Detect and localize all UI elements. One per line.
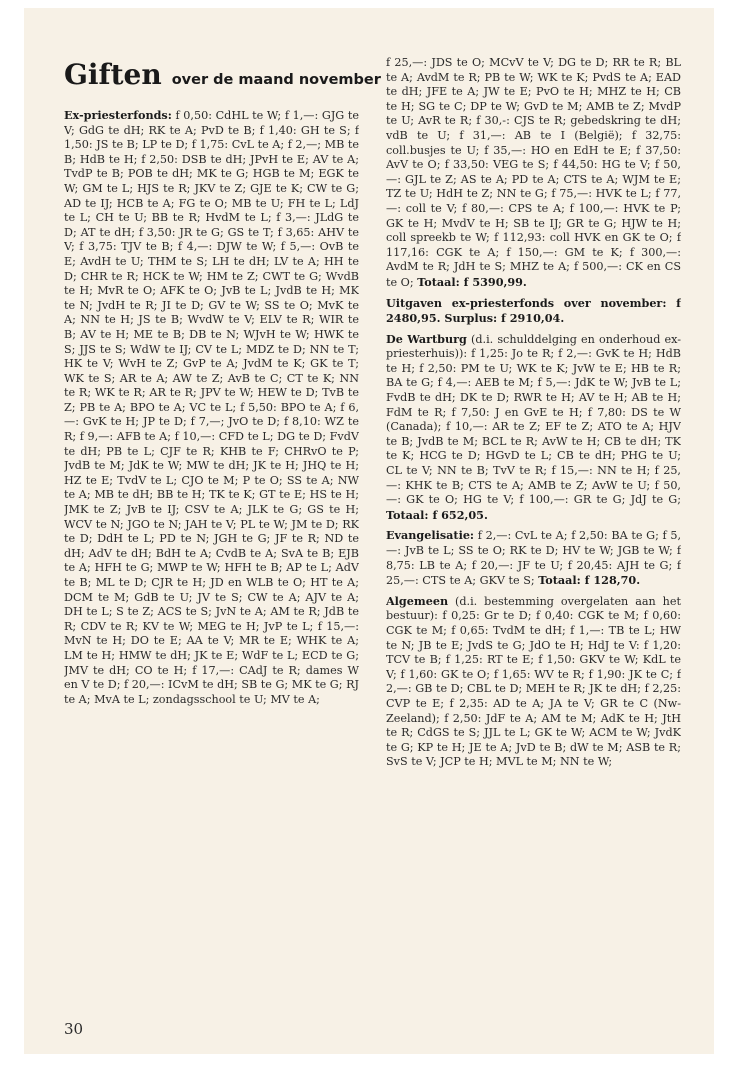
evangelisatie-section — [386, 528, 681, 588]
algemeen-donations: (d.i. bestemming overgelaten aan het bestuur): f 0,25: Gr te D; f 0,40: CGK te M; f 0,60: CGK te M; f 0,65: TvdM te dH; f 1,—: TB te L; HW te N; JB te E; JvdS te G; JdO te H; HdJ te V: f 1,20: TCV te B; f 1,25: RT te E; f 1,50: GKV te W; KdL te V; f 1,60: GK te O; f 1,65: WV te R; f 1,90: JK te C; f 2,—: GB te D; CBL te D; MEH te R; JK te dH; f 2,25: CVP te E; f 2,35: AD te A; JA te V; GR te C (Nw-Zeeland); f 2,50: JdF te A; AM te M; AdK te H; JtH te R; CdGS te S; JJL te L; GK te W; ACM te W; JvdK te G; KP te H; JE te A; JvD te B; dW te M; ASB te R; SvS te V; JCP te H; MVL te M; NN te W; — [386, 594, 681, 769]
uitgaven-section — [386, 296, 681, 327]
ex-priesterfonds-heading: Ex-priesterfonds: — [64, 108, 172, 122]
ex-priesterfonds-continued — [386, 56, 681, 291]
wartburg-section — [386, 332, 681, 524]
page-title — [64, 58, 381, 91]
page-number: 30 — [64, 1020, 84, 1038]
ex-priesterfonds-donations-cont: f 25,—: JDS te O; MCvV te V; DG te D; RR te R; BL te A; AvdM te R; PB te W; WK te K; PvdS te A; EAD te dH; JFE te A; JW te E; PvO te H; MHZ te H; CB te H; SG te C; DP te W; GvD te M; AMB te Z; MvdP te U; AvR te R; f 30,-: CJS te R; gebedskring te dH; vdB te U; f 31,—: AB te I (België); f 32,75: coll.busjes te U; f 35,—: HO en EdH te E; f 37,50: AvV te O; f 33,50: VEG te S; f 44,50: HG te V; f 50,—: GJL te Z; AS te A; PD te A; CTS te A; WJM te E; TZ te U; HdH te Z; NN te G; f 75,—: HVK te L; f 77,—: coll te V; f 80,—: CPS te A; f 100,—: HVK te P; GK te H; MvdV te H; SB te IJ; GR te G; HJW te H; coll spreekb te W; f 112,93: coll HVK en GK te O; f 117,16: CGK te A; f 150,—: GM te K; f 300,—: AvdM te R; JdH te S; MHZ te A; f 500,—: CK en CS te O; — [386, 56, 681, 289]
ex-priesterfonds-section — [64, 108, 359, 707]
evangelisatie-total: Totaal: f 128,70. — [538, 573, 641, 588]
wartburg-donations: (d.i. schulddelging en onderhoud ex-priesterhuis)): f 1,25: Jo te R; f 2,—: GvK te H; HdB te H; f 2,50: PM te U; WK te K; JvW te E; HB te R; BA te G; f 4,—: AEB te M; f 5,—: JdK te W; JvB te L; FvdB te dH; DK te D; RWR te H; AV te H; AB te H; FdM te R; f 7,50: J en GvE te H; f 7,80: DS te W (Canada); f 10,—: AR te Z; EF te Z; ATO te A; HJV te B; JvdB te M; BCL te R; AvW te H; CB te dH; TK te K; HCG te D; HGvD te L; CB te dH; PHG te U; CL te V; NN te B; TvV te R; f 15,—: NN te H; f 25,—: KHK te B; CTS te A; AMB te Z; AvW te U; f 50,—: GK te O; HG te V; f 100,—: GR te G; JdJ te G; — [386, 332, 681, 507]
algemeen-section — [386, 594, 681, 770]
title-subtitle: over de maand november — [171, 72, 381, 88]
evangelisatie-heading: Evangelisatie: — [386, 528, 475, 543]
ex-priesterfonds-donations: f 0,50: CdHL te W; f 1,—: GJG te V; GdG te dH; RK te A; PvD te B; f 1,40: GH te S; f 1,50: JS te B; LP te D; f 1,75: CvL te A; f 2,—; MB te B; HdB te H; f 2,50: DSB te dH; JPvH te E; AV te A; TvdP te B; POB te dH; MK te G; HGB te M; EGK te W; GM te L; HJS te R; JKV te Z; GJE te K; CW te G; AD te IJ; HCB te A; FG te O; MB te U; FH te L; LdJ te L; CH te U; BB te R; HvdM te L; f 3,—: JLdG te D; AT te dH; f 3,50: JR te G; GS te T; f 3,65: AHV te V; f 3,75: TJV te B; f 4,—: DJW te W; f 5,—: OvB te E; AvdH te U; THM te S; LH te dH; LV te A; HH te D; CHR te R; HCK te W; HM te Z; CWT te G; WvdB te H; MvR te O; AFK te O; JvB te L; JvdB te H; MK te N; JvdH te R; JI te D; GV te W; SS te O; MvK te A; NN te H; JS te B; WvdW te V; ELV te R; WIR te B; AV te H; ME te B; DB te N; WJvH te W; HWK te S; JJS te S; WdW te IJ; CV te L; MDZ te D; NN te T; HK te V; WvH te Z; GvP te A; JvdM te K; GK te T; WK te S; AR te A; AW te Z; AvB te C; CT te K; NN te R; WK te R; AR te R; JPV te W; HEW te D; TvB te Z; PB te A; BPO te A; VC te L; f 5,50: BPO te A; f 6,—: GvK te H; JP te D; f 7,—; JvO te D; f 8,10: WZ te R; f 9,—: AFB te A; f 10,—: CFD te L; DG te D; FvdV te dH; PB te L; CJF te R; KHB te F; CHRvO te P; JvdB te M; JdK te W; MW te dH; JK te H; JHQ te H; HZ te E; TvdV te L; CJO te M; P te O; SS te A; NW te A; MB te dH; BB te H; TK te K; GT te E; HS te H; JMK te Z; JvB te IJ; CSV te A; JLK te G; GS te H; WCV te N; JGO te N; JAH te V; PL te W; JM te D; RK te D; DdH te L; PD te N; JGH te G; JF te R; ND te dH; AdV te dH; BdH te A; CvdB te A; SvA te B; EJB te A; HFH te G; MWP te W; HFH te B; AP te L; AdV te B; ML te D; CJR te H; JD en WLB te O; HT te A; DCM te M; GdB te U; JV te S; CW te A; AJV te A; DH te L; S te Z; ACS te S; JvN te A; AM te R; JdB te R; CDV te R; KV te W; MEG te H; JvP te L; f 15,—: MvN te H; DO te E; AA te V; MR te E; WHK te A; LM te H; HMW te dH; JK te E; WdF te L; ECD te G; JMV te dH; CO te H; f 17,—: CAdJ te R; dames W en V te D; f 20,—: ICvM te dH; SB te G; MK te G; RJ te A; MvA te L; zondagsschool te U; MV te A; — [64, 109, 359, 706]
algemeen-heading: Algemeen — [386, 593, 449, 608]
title-giften: Giften — [64, 58, 162, 91]
wartburg-heading: De Wartburg — [386, 331, 467, 346]
uitgaven-heading: Uitgaven ex-priesterfonds over november: f 2480,95. Surplus: f 2910,04. — [386, 295, 681, 326]
evangelisatie-donations: f 2,—: CvL te A; f 2,50: BA te G; f 5,—: JvB te L; SS te O; RK te D; HV te W; JGB te W; f 8,75: LB te A; f 20,—: JF te U; f 20,45: AJH te G; f 25,—: CTS te A; GKV te S; — [386, 529, 681, 588]
wartburg-total: Totaal: f 652,05. — [386, 507, 488, 522]
document-page — [24, 8, 714, 1054]
left-column — [64, 108, 359, 998]
ex-priesterfonds-total: Totaal: f 5390,99. — [417, 274, 527, 289]
right-column — [386, 56, 681, 1011]
